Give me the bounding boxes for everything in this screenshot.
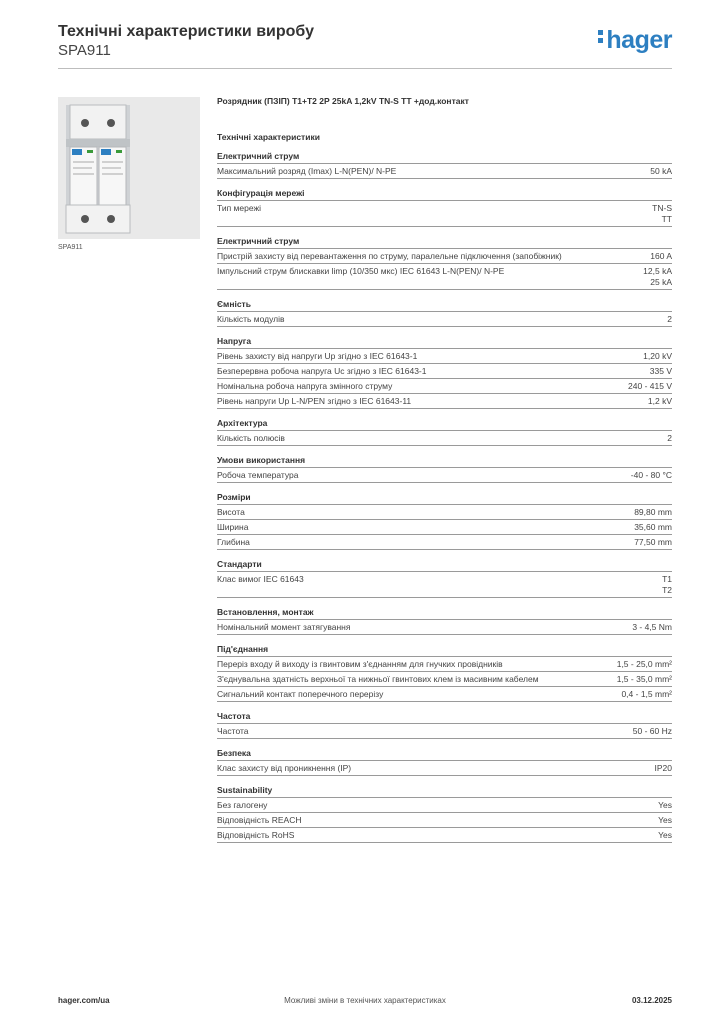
spec-row [217, 672, 672, 687]
spec-value-line: TN-S [652, 203, 672, 213]
spec-row [217, 379, 672, 394]
product-description: Розрядник (ПЗІП) Т1+Т2 2Р 25kA 1,2kV TN-S TT +дод.контакт [217, 96, 469, 106]
spec-value [643, 266, 672, 288]
spec-row [217, 657, 672, 672]
logo-colon-icon [598, 27, 604, 46]
section-title: Ємність [217, 299, 672, 312]
spec-row [217, 364, 672, 379]
section-title: Архітектура [217, 418, 672, 431]
spec-value [650, 251, 672, 262]
spec-value-line: 89,80 mm [634, 507, 672, 517]
spec-value-line: 35,60 mm [634, 522, 672, 532]
spec-value [631, 470, 672, 481]
product-image [58, 97, 200, 239]
spec-value [634, 537, 672, 548]
section-title: Електричний струм [217, 151, 672, 164]
spec-value-line: Yes [658, 830, 672, 840]
spec-row [217, 468, 672, 483]
spec-row [217, 394, 672, 409]
spec-value-line: 240 - 415 V [628, 381, 672, 391]
spec-value-line: 1,5 - 25,0 mm² [616, 659, 672, 669]
section-title: Умови використання [217, 455, 672, 468]
spec-value [617, 674, 672, 685]
spec-value-line: IP20 [654, 763, 672, 773]
spec-label: Без галогену [217, 800, 268, 810]
section-title: Безпека [217, 748, 672, 761]
spec-row [217, 312, 672, 327]
spec-value [643, 351, 672, 362]
spec-row [217, 813, 672, 828]
spec-value-line: 50 kA [650, 166, 672, 176]
spec-value [628, 381, 672, 392]
spec-label: Рівень захисту від напруги Up згідно з IEC 61643-1 [217, 351, 418, 361]
spec-label: Клас захисту від проникнення (IP) [217, 763, 352, 773]
spec-value-line: 50 - 60 Hz [632, 726, 672, 736]
spec-row [217, 201, 672, 227]
spec-section [217, 455, 672, 483]
section-title: Частота [217, 711, 672, 724]
spec-value [662, 574, 672, 596]
spec-label: Імпульсний струм блискавки limp (10/350 мкс) IEC 61643 L-N(PEN)/ N-PE [217, 266, 505, 276]
spec-value-line: 1,2 kV [647, 396, 672, 406]
spec-label: Відповідність RoHS [217, 830, 295, 840]
spec-row [217, 761, 672, 776]
spec-value-line: 2 [667, 314, 672, 324]
footer-date: 03.12.2025 [631, 996, 672, 1005]
spec-label: Рівень напруги Up L-N/PEN згідно з IEC 61643-11 [217, 396, 412, 406]
spec-label: Переріз входу й виходу із гвинтовим з'єднанням для гнучких провідників [217, 659, 503, 669]
spec-section [217, 188, 672, 227]
spec-label: Кількість модулів [217, 314, 285, 324]
spec-label: Максимальний розряд (Imax) L-N(PEN)/ N-PE [217, 166, 397, 176]
spec-value-line: 25 kA [650, 277, 672, 287]
spec-row [217, 264, 672, 290]
product-image-caption: SPA911 [58, 244, 83, 251]
header-divider [58, 68, 672, 69]
section-title: Напруга [217, 336, 672, 349]
surge-arrester-illustration [58, 97, 200, 239]
spec-row [217, 164, 672, 179]
section-title: Конфігурація мережі [217, 188, 672, 201]
spec-row [217, 724, 672, 739]
spec-value [634, 522, 672, 533]
spec-label: Частота [217, 726, 249, 736]
spec-value [650, 366, 672, 377]
spec-label: Відповідність REACH [217, 815, 302, 825]
spec-section [217, 418, 672, 446]
spec-label: Кількість полюсів [217, 433, 285, 443]
spec-label: Тип мережі [217, 203, 262, 213]
spec-label: Номінальний момент затягування [217, 622, 351, 632]
product-code: SPA911 [58, 42, 111, 59]
spec-section [217, 748, 672, 776]
spec-value [667, 314, 672, 325]
spec-section [217, 644, 672, 702]
spec-label: Глибина [217, 537, 250, 547]
spec-section [217, 236, 672, 290]
spec-section [217, 559, 672, 598]
spec-value [655, 763, 673, 774]
spec-content [217, 96, 672, 843]
spec-value-line: 77,50 mm [634, 537, 672, 547]
spec-section [217, 336, 672, 409]
spec-value [634, 507, 672, 518]
spec-value [658, 830, 672, 841]
spec-row [217, 505, 672, 520]
spec-value-line: T2 [662, 585, 672, 595]
section-title: Стандарти [217, 559, 672, 572]
spec-value [617, 659, 672, 670]
spec-row [217, 620, 672, 635]
spec-row [217, 798, 672, 813]
footer-website-link[interactable]: hager.com/ua [58, 996, 110, 1005]
spec-row [217, 249, 672, 264]
spec-row [217, 520, 672, 535]
spec-value-line: Yes [658, 815, 672, 825]
spec-label: Ширина [217, 522, 249, 532]
spec-value [633, 726, 672, 737]
spec-heading: Технічні характеристики [217, 132, 320, 142]
spec-value [650, 166, 672, 177]
hager-logo[interactable] [598, 26, 672, 55]
spec-value-line: 160 A [650, 251, 672, 261]
section-title: Розміри [217, 492, 672, 505]
logo-text: hager [606, 26, 672, 54]
spec-value-line: Yes [658, 800, 672, 810]
spec-label: Сигнальний контакт поперечного перерізу [217, 689, 384, 699]
spec-section [217, 492, 672, 550]
spec-value-line: T1 [662, 574, 672, 584]
spec-row [217, 535, 672, 550]
spec-value [648, 396, 672, 407]
page-header [58, 22, 672, 60]
spec-value [632, 622, 672, 633]
spec-label: Робоча температура [217, 470, 299, 480]
spec-label: Висота [217, 507, 245, 517]
spec-value [652, 203, 672, 225]
section-title: Sustainability [217, 785, 672, 798]
spec-value-line: 2 [667, 433, 672, 443]
spec-section [217, 785, 672, 843]
section-title: Електричний струм [217, 236, 672, 249]
spec-value-line: TT [661, 214, 672, 224]
spec-section [217, 607, 672, 635]
footer-note: Можливі зміни в технічних характеристиках [284, 996, 446, 1005]
section-title: Встановлення, монтаж [217, 607, 672, 620]
spec-label: Пристрій захисту від перевантаження по струму, паралельне підключення (запобіжник) [217, 251, 562, 261]
spec-value-line: 0,4 - 1,5 mm² [621, 689, 672, 699]
spec-label: Номінальна робоча напруга змінного струму [217, 381, 393, 391]
spec-value-line: 1,5 - 35,0 mm² [616, 674, 672, 684]
spec-value-line: -40 - 80 °C [630, 470, 672, 480]
spec-label: Безперервна робоча напруга Uc згідно з IEC 61643-1 [217, 366, 427, 376]
spec-value-line: 1,20 kV [643, 351, 672, 361]
spec-value [658, 815, 672, 826]
spec-value [667, 433, 672, 444]
spec-label: Клас вимог IEC 61643 [217, 574, 304, 584]
spec-sections [217, 151, 672, 843]
spec-section [217, 711, 672, 739]
spec-row [217, 349, 672, 364]
spec-section [217, 151, 672, 179]
page-title: Технічні характеристики виробу [58, 23, 314, 40]
spec-row [217, 687, 672, 702]
spec-value-line: 12,5 kA [643, 266, 672, 276]
spec-section [217, 299, 672, 327]
spec-row [217, 828, 672, 843]
spec-value [658, 800, 672, 811]
spec-value-line: 3 - 4,5 Nm [632, 622, 672, 632]
spec-label: З'єднувальна здатність верхньої та нижньої гвинтових клем із масивним кабелем [217, 674, 539, 684]
section-title: Під'єднання [217, 644, 672, 657]
spec-row [217, 431, 672, 446]
spec-row [217, 572, 672, 598]
spec-value [621, 689, 672, 700]
spec-value-line: 335 V [649, 366, 672, 376]
